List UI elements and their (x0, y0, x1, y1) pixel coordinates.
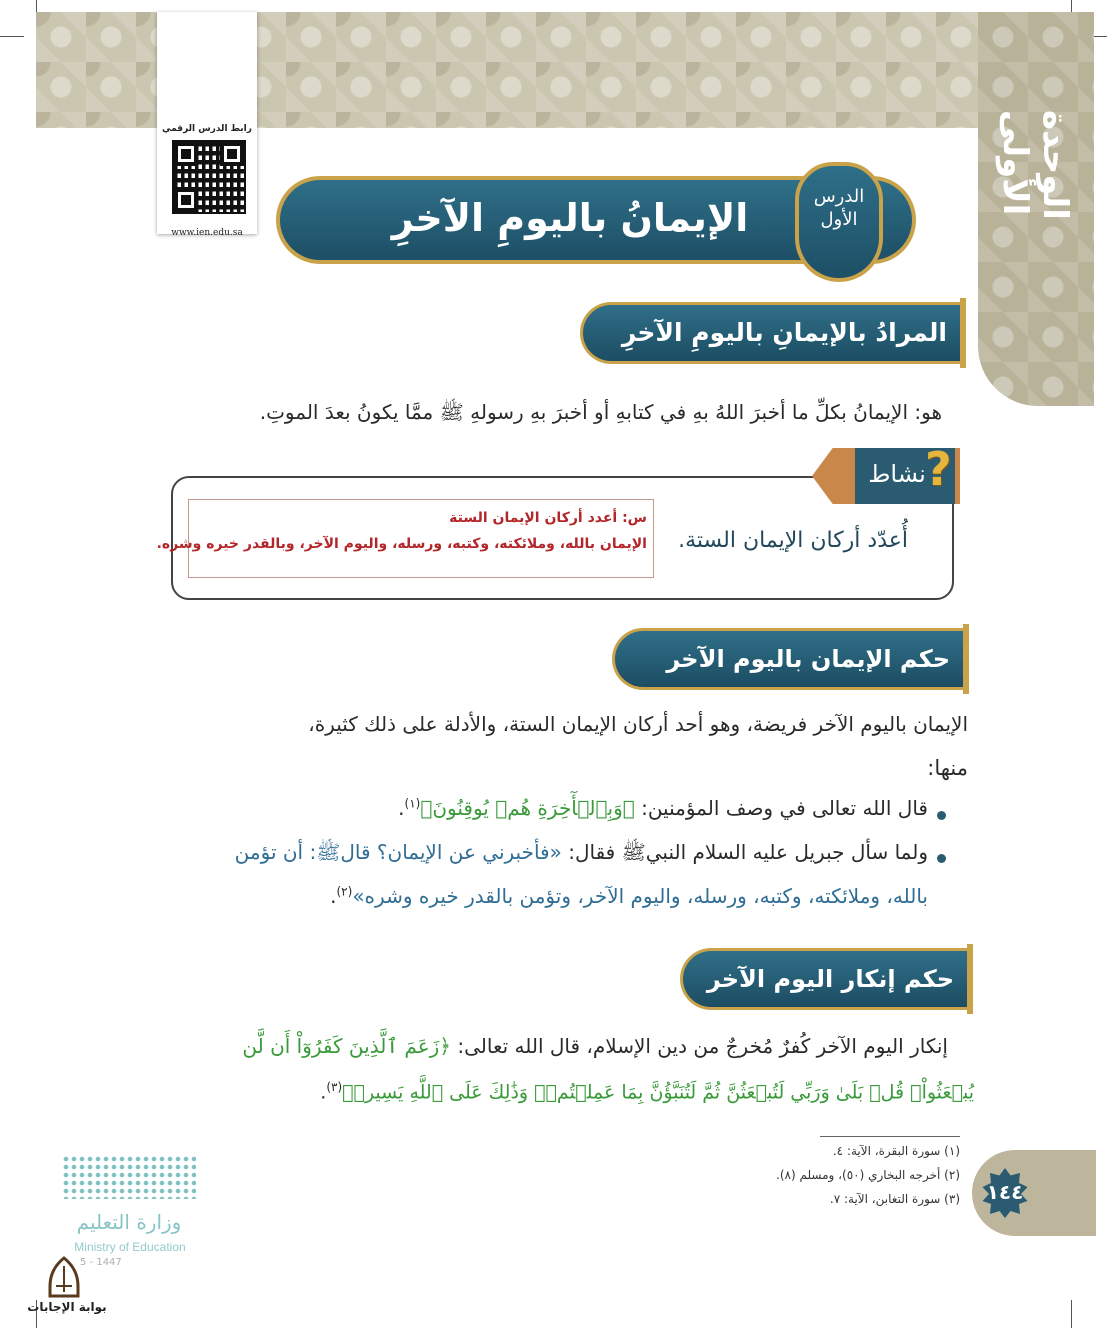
answer-box[interactable] (156, 499, 654, 578)
answer-text: الإيمان بالله، وملائكته، وكتبه، ورسله، واليوم الآخر، وبالقدر خيره وشره. (156, 536, 647, 552)
ministry-year: 5 - 1447 (80, 1257, 122, 1268)
qr-finder (174, 142, 198, 166)
lesson-title: الإيمانُ باليومِ الآخرِ (391, 196, 749, 240)
page-number: ١٤٤ (986, 1180, 1024, 1204)
unit-label: الوحدة الأولى (995, 110, 1075, 220)
footnote-ref-1[interactable]: (١) (404, 796, 421, 811)
section-heading-meaning: المرادُ بالإيمانِ باليومِ الآخرِ (580, 302, 965, 364)
denial-line2 (320, 1080, 974, 1104)
qr-caption: رابط الدرس الرقمي (162, 124, 252, 134)
activity-label: نشاط (868, 460, 926, 488)
period: . (320, 1081, 327, 1104)
ministry-name-ar: وزارة التعليم (76, 1210, 182, 1234)
evidence-1-prefix: قال الله تعالى في وصف المؤمنين: (634, 796, 928, 820)
evidence-1 (360, 796, 928, 820)
qr-finder (220, 142, 244, 166)
qr-code-icon[interactable] (172, 140, 246, 214)
crop-mark (36, 0, 37, 12)
crop-mark (0, 36, 24, 37)
section-heading-ruling: حكم الإيمان باليوم الآخر (612, 628, 968, 690)
denial-line1 (190, 1034, 948, 1058)
footnote-1: (١) سورة البقرة، الآية: ٤. (832, 1144, 960, 1158)
crop-mark (1071, 1300, 1072, 1328)
activity-task: أُعدّد أركان الإيمان الستة. (678, 528, 908, 553)
ministry-name-en: Ministry of Education (74, 1240, 186, 1254)
footnote-ref-2[interactable]: (٢) (336, 884, 353, 899)
lesson-number-badge (795, 162, 883, 282)
footnote-divider (820, 1136, 960, 1137)
pen-nib-icon (46, 1256, 82, 1298)
quran-verse-1: ﴿وَبِٱلۡأٓخِرَةِ هُمۡ يُوقِنُونَ﴾ (420, 796, 635, 820)
period: . (398, 796, 405, 820)
footnote-ref-3[interactable]: (٣) (326, 1080, 343, 1094)
portal-label: بوابة الإجابات (27, 1300, 107, 1314)
heading-accent (963, 624, 969, 694)
section-heading-denial: حكم إنكار اليوم الآخر (680, 948, 972, 1010)
quran-verse-3b: يُبۡعَثُواْۚ قُلۡ بَلَىٰ وَرَبِّي لَتُبۡعَثُنَّ ثُمَّ لَتُنَبَّؤُنَّ بِمَا عَمِلۡتُمۡۚ وَذَٰلِكَ عَلَى ٱللَّهِ يَسِيرٞ﴾ (342, 1081, 974, 1104)
definition-text: هو: الإيمانُ بكلِّ ما أخبرَ اللهُ بهِ في كتابهِ أو أخبرَ بهِ رسولهِ ﷺ ممَّا يكونُ بعدَ الموتِ. (259, 400, 942, 424)
qr-card[interactable] (157, 12, 257, 238)
lesson-badge-line1: الدرس (813, 186, 865, 207)
lesson-badge-line2: الأول (820, 209, 858, 230)
evidence-2-line1 (176, 840, 928, 869)
crop-mark (1071, 0, 1072, 12)
denial-prefix: إنكار اليوم الآخر كُفرٌ مُخرجٌ من دين الإسلام، قال الله تعالى: (451, 1034, 948, 1058)
answer-question: س: أعدد أركان الإيمان الستة (449, 510, 647, 526)
question-mark-icon: ? (925, 442, 952, 496)
qr-url[interactable]: www.ien.edu.sa (171, 228, 243, 238)
footnote-3: (٣) سورة التغابن، الآية: ٧. (829, 1192, 960, 1206)
heading-accent (967, 944, 973, 1014)
quran-verse-3a: ﴿زَعَمَ ٱلَّذِينَ كَفَرُوٓاْ أَن لَّن (242, 1034, 452, 1058)
qr-finder (174, 188, 198, 212)
ruling-line1: الإيمان باليوم الآخر فريضة، وهو أحد أركان الإيمان الستة، والأدلة على ذلك كثيرة، (308, 712, 968, 736)
hadith-cont: بالله، وملائكته، وكتبه، ورسله، واليوم الآخر، وتؤمن بالقدر خيره وشره» (352, 884, 928, 908)
heading-accent (960, 298, 966, 368)
evidence-2-prefix: ولما سأل جبريل عليه السلام النبيﷺ فقال: (561, 840, 928, 864)
ministry-logo-icon (62, 1155, 196, 1199)
footnote-2: (٢) أخرجه البخاري (٥٠)، ومسلم (٨). (776, 1168, 960, 1182)
bullet-icon (937, 854, 946, 863)
evidence-2-line2 (200, 884, 928, 908)
ruling-line2: منها: (927, 756, 968, 780)
period: . (330, 884, 337, 908)
hadith-start: «فأخبرني عن الإيمان؟ قالﷺ: أن تؤمن (234, 840, 562, 864)
bullet-icon (937, 811, 946, 820)
